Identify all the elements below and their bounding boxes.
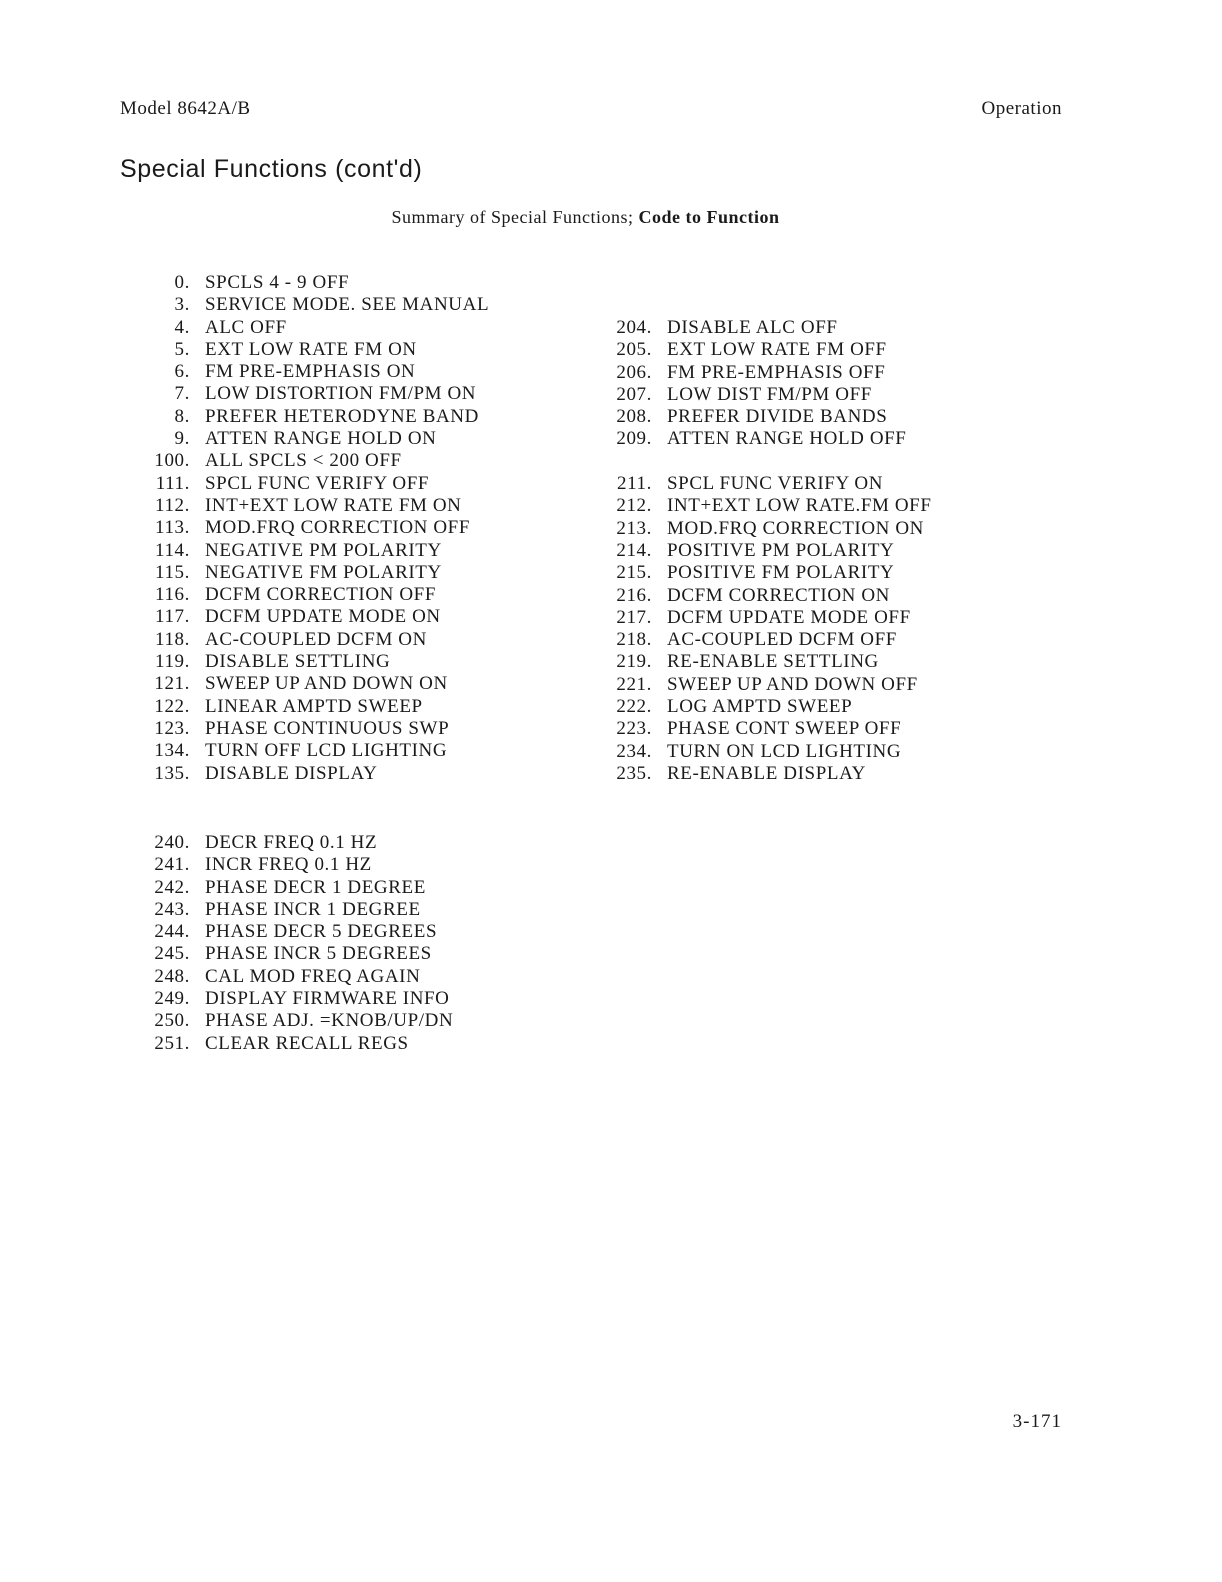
list-item: [608, 406, 932, 428]
table-caption-lead: Summary of Special Functions;: [391, 207, 634, 227]
function-name: DCFM UPDATE MODE OFF: [667, 606, 911, 628]
function-code: 116.: [155, 584, 190, 606]
function-name: LINEAR AMPTD SWEEP: [205, 695, 423, 717]
list-item: [146, 899, 453, 921]
function-name: PHASE INCR 5 DEGREES: [205, 943, 432, 965]
list-item: [146, 673, 489, 695]
list-item: [608, 607, 932, 629]
list-item: [146, 696, 489, 718]
list-item: [146, 383, 489, 405]
function-name: LOG AMPTD SWEEP: [667, 696, 853, 718]
function-name: PHASE CONTINUOUS SWP: [205, 717, 450, 739]
function-code: 219.: [616, 651, 652, 673]
function-name: RE-ENABLE SETTLING: [667, 651, 879, 673]
header-model: Model 8642A/B: [120, 98, 251, 119]
function-name: NEGATIVE PM POLARITY: [205, 539, 442, 561]
function-code: 100.: [154, 450, 190, 472]
function-code: 240.: [154, 832, 190, 853]
function-code: 206.: [616, 361, 652, 383]
list-item: [608, 585, 932, 607]
list-item: [146, 988, 453, 1010]
function-name: SPCL FUNC VERIFY ON: [667, 473, 884, 495]
function-code: 250.: [154, 1010, 190, 1032]
function-code: 243.: [154, 898, 190, 920]
function-code: 6.: [174, 361, 190, 383]
list-item: [608, 384, 932, 406]
list-item: [146, 854, 453, 876]
function-name: SWEEP UP AND DOWN ON: [205, 673, 448, 695]
function-name: PREFER HETERODYNE BAND: [205, 405, 479, 427]
function-name: MOD.FRQ CORRECTION OFF: [205, 517, 470, 539]
list-item: [608, 317, 932, 339]
function-code: 221.: [616, 673, 652, 695]
function-name: INCR FREQ 0.1 HZ: [205, 854, 372, 876]
function-code: 4.: [174, 316, 190, 338]
function-name: RE-ENABLE DISPLAY: [667, 762, 866, 784]
function-name: SWEEP UP AND DOWN OFF: [667, 673, 918, 695]
function-code: 123.: [154, 717, 190, 739]
function-name: PHASE ADJ. =KNOB/UP/DN: [205, 1010, 454, 1032]
header-section: Operation: [981, 98, 1062, 119]
function-code: 209.: [616, 428, 652, 450]
function-name: TURN ON LCD LIGHTING: [667, 740, 902, 762]
list-item: [608, 696, 932, 718]
function-name: PREFER DIVIDE BANDS: [667, 406, 888, 428]
table-caption-tail: Code to Function: [638, 207, 780, 227]
list-item: [146, 450, 489, 472]
function-name: INT+EXT LOW RATE.FM OFF: [667, 495, 932, 517]
function-name: PHASE INCR 1 DEGREE: [205, 898, 421, 920]
list-item: [146, 921, 453, 943]
function-name: PHASE CONT SWEEP OFF: [667, 718, 902, 740]
function-code: 111.: [155, 472, 190, 494]
function-code: 0.: [174, 272, 190, 293]
list-item: [146, 540, 489, 562]
function-name: POSITIVE PM POLARITY: [667, 539, 895, 561]
list-item: [146, 584, 489, 606]
function-code: 5.: [174, 338, 190, 360]
list-item: [146, 763, 489, 785]
function-name: DISABLE ALC OFF: [667, 317, 838, 338]
function-code: 234.: [616, 740, 652, 762]
function-code: 114.: [155, 539, 190, 561]
function-name: DECR FREQ 0.1 HZ: [205, 832, 378, 853]
function-code: 134.: [154, 740, 190, 762]
function-name: POSITIVE FM POLARITY: [667, 562, 895, 584]
function-code: 121.: [154, 673, 190, 695]
list-item: [608, 651, 932, 673]
list-item: [608, 495, 932, 517]
function-code: 223.: [616, 718, 652, 740]
list-item: [146, 629, 489, 651]
function-code: 208.: [616, 406, 652, 428]
function-code: 115.: [155, 561, 190, 583]
function-code: 213.: [616, 517, 652, 539]
list-item: [608, 518, 932, 540]
function-code: 8.: [174, 405, 190, 427]
function-code: 118.: [155, 628, 190, 650]
list-item: [608, 428, 932, 450]
function-code: 249.: [154, 988, 190, 1010]
list-item: [146, 339, 489, 361]
function-code: 117.: [155, 606, 190, 628]
list-item: [146, 1033, 453, 1055]
list-item: [146, 428, 489, 450]
table-caption: [0, 207, 1171, 228]
function-code: 216.: [616, 584, 652, 606]
function-name: ATTEN RANGE HOLD OFF: [667, 428, 907, 450]
list-item: [146, 361, 489, 383]
list-item: [146, 1010, 453, 1032]
function-name: CLEAR RECALL REGS: [205, 1032, 409, 1054]
function-name: ATTEN RANGE HOLD ON: [205, 428, 437, 450]
list-item: [146, 517, 489, 539]
function-name: PHASE DECR 1 DEGREE: [205, 876, 426, 898]
function-code: 113.: [155, 517, 190, 539]
list-item: [608, 629, 932, 651]
function-code: 119.: [155, 651, 190, 673]
function-name: DISABLE SETTLING: [205, 651, 391, 673]
list-item: [146, 495, 489, 517]
list-item: [608, 674, 932, 696]
function-name: EXT LOW RATE FM OFF: [667, 339, 887, 361]
function-name: FM PRE-EMPHASIS ON: [205, 361, 416, 383]
function-code: 244.: [154, 921, 190, 943]
function-name: PHASE DECR 5 DEGREES: [205, 921, 438, 943]
function-code: 205.: [616, 339, 652, 361]
list-item: [146, 473, 489, 495]
function-name: DISPLAY FIRMWARE INFO: [205, 988, 450, 1010]
function-name: EXT LOW RATE FM ON: [205, 338, 417, 360]
function-code: 242.: [154, 876, 190, 898]
function-code: 214.: [616, 539, 652, 561]
function-code: 112.: [155, 494, 190, 516]
function-code: 207.: [616, 383, 652, 405]
function-code: 241.: [154, 854, 190, 876]
function-name: FM PRE-EMPHASIS OFF: [667, 361, 886, 383]
function-name: ALC OFF: [205, 316, 287, 338]
function-name: LOW DIST FM/PM OFF: [667, 383, 872, 405]
list-item: [608, 540, 932, 562]
list-item: [608, 451, 932, 473]
list-item: [146, 651, 489, 673]
page-title: Special Functions (cont'd): [120, 155, 423, 183]
function-code: 135.: [154, 762, 190, 784]
function-code: 248.: [154, 965, 190, 987]
function-name: AC-COUPLED DCFM OFF: [667, 629, 897, 651]
function-name: SERVICE MODE. SEE MANUAL: [205, 294, 490, 316]
list-item: [146, 406, 489, 428]
function-list-right: [608, 317, 932, 785]
list-item: [608, 741, 932, 763]
list-item: [608, 362, 932, 384]
function-name: TURN OFF LCD LIGHTING: [205, 740, 448, 762]
function-code: 9.: [174, 428, 190, 450]
function-code: 204.: [616, 317, 652, 338]
list-item: [608, 763, 932, 785]
list-item: [146, 832, 453, 854]
list-item: [146, 272, 489, 294]
function-code: 212.: [616, 495, 652, 517]
function-code: 217.: [616, 606, 652, 628]
function-name: NEGATIVE FM POLARITY: [205, 561, 442, 583]
list-item: [146, 877, 453, 899]
function-name: INT+EXT LOW RATE FM ON: [205, 494, 462, 516]
function-name: MOD.FRQ CORRECTION ON: [667, 517, 924, 539]
function-code: 218.: [616, 629, 652, 651]
function-code: 3.: [174, 294, 190, 316]
function-list-left: [146, 272, 489, 785]
function-code: 122.: [154, 695, 190, 717]
function-name: DCFM CORRECTION OFF: [205, 584, 437, 606]
function-code: 245.: [154, 943, 190, 965]
list-item: [146, 718, 489, 740]
list-item: [608, 339, 932, 361]
function-list-bottom: [146, 832, 453, 1055]
list-item: [608, 718, 932, 740]
list-item: [146, 943, 453, 965]
function-code: 251.: [154, 1032, 190, 1054]
function-name: ALL SPCLS < 200 OFF: [205, 450, 402, 472]
list-item: [146, 966, 453, 988]
list-item: [146, 317, 489, 339]
function-name: SPCLS 4 - 9 OFF: [205, 272, 350, 293]
function-code: 222.: [616, 696, 652, 718]
list-item: [146, 562, 489, 584]
list-item: [146, 606, 489, 628]
function-name: AC-COUPLED DCFM ON: [205, 628, 427, 650]
function-name: LOW DISTORTION FM/PM ON: [205, 383, 477, 405]
list-item: [146, 740, 489, 762]
function-name: CAL MOD FREQ AGAIN: [205, 965, 421, 987]
function-code: [608, 451, 652, 473]
page-number: 3-171: [1012, 1411, 1062, 1432]
function-code: 211.: [617, 473, 652, 495]
list-item: [608, 562, 932, 584]
function-code: 7.: [174, 383, 190, 405]
function-code: 235.: [616, 762, 652, 784]
function-name: DCFM UPDATE MODE ON: [205, 606, 441, 628]
function-code: 215.: [616, 562, 652, 584]
list-item: [608, 473, 932, 495]
function-name: DISABLE DISPLAY: [205, 762, 378, 784]
function-name: DCFM CORRECTION ON: [667, 584, 890, 606]
list-item: [146, 294, 489, 316]
function-name: SPCL FUNC VERIFY OFF: [205, 472, 430, 494]
